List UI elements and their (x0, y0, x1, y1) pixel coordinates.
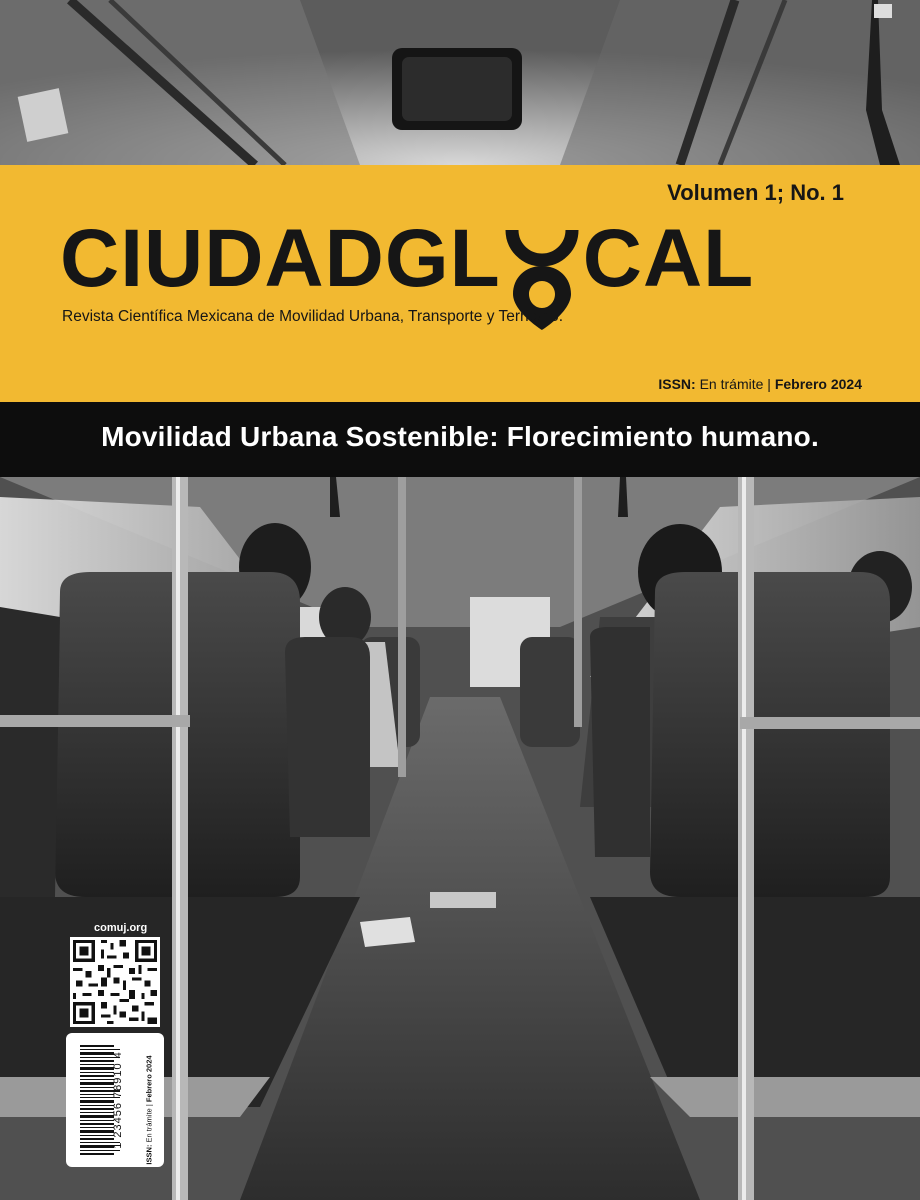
barcode-issn-label: ISSN: (144, 1144, 154, 1165)
barcode-issn-line: ISSN: En trámite | Febrero 2024 (144, 1055, 154, 1165)
journal-title (60, 214, 754, 304)
barcode-number: 1 23456 78910 4 (112, 1051, 124, 1149)
cover-headline: Movilidad Urbana Sostenible: Florecimiento humano. (101, 421, 819, 452)
headline-band (0, 402, 920, 477)
location-pin-icon (505, 214, 579, 298)
ceiling-illustration (0, 0, 920, 165)
volume-number: Volumen 1; No. 1 (667, 180, 844, 205)
website-url: comuj.org (94, 922, 148, 934)
top-photo-ceiling (0, 0, 920, 165)
barcode-issn-value: En trámite (144, 1108, 154, 1143)
journal-subtitle: Revista Científica Mexicana de Movilidad Urbana, Transporte y Territorio. (62, 308, 564, 325)
separator: | (767, 376, 771, 392)
title-part2: CAL (582, 213, 755, 304)
issn-label: ISSN: (658, 376, 696, 392)
issn-value: En trámite (699, 376, 764, 392)
qr-code-icon (70, 937, 160, 1027)
issue-date: Febrero 2024 (774, 376, 862, 392)
barcode-date: Febrero 2024 (144, 1055, 154, 1103)
title-part1: CIUDADGL (60, 213, 501, 304)
issn-date-line (658, 376, 862, 392)
masthead (0, 165, 920, 402)
